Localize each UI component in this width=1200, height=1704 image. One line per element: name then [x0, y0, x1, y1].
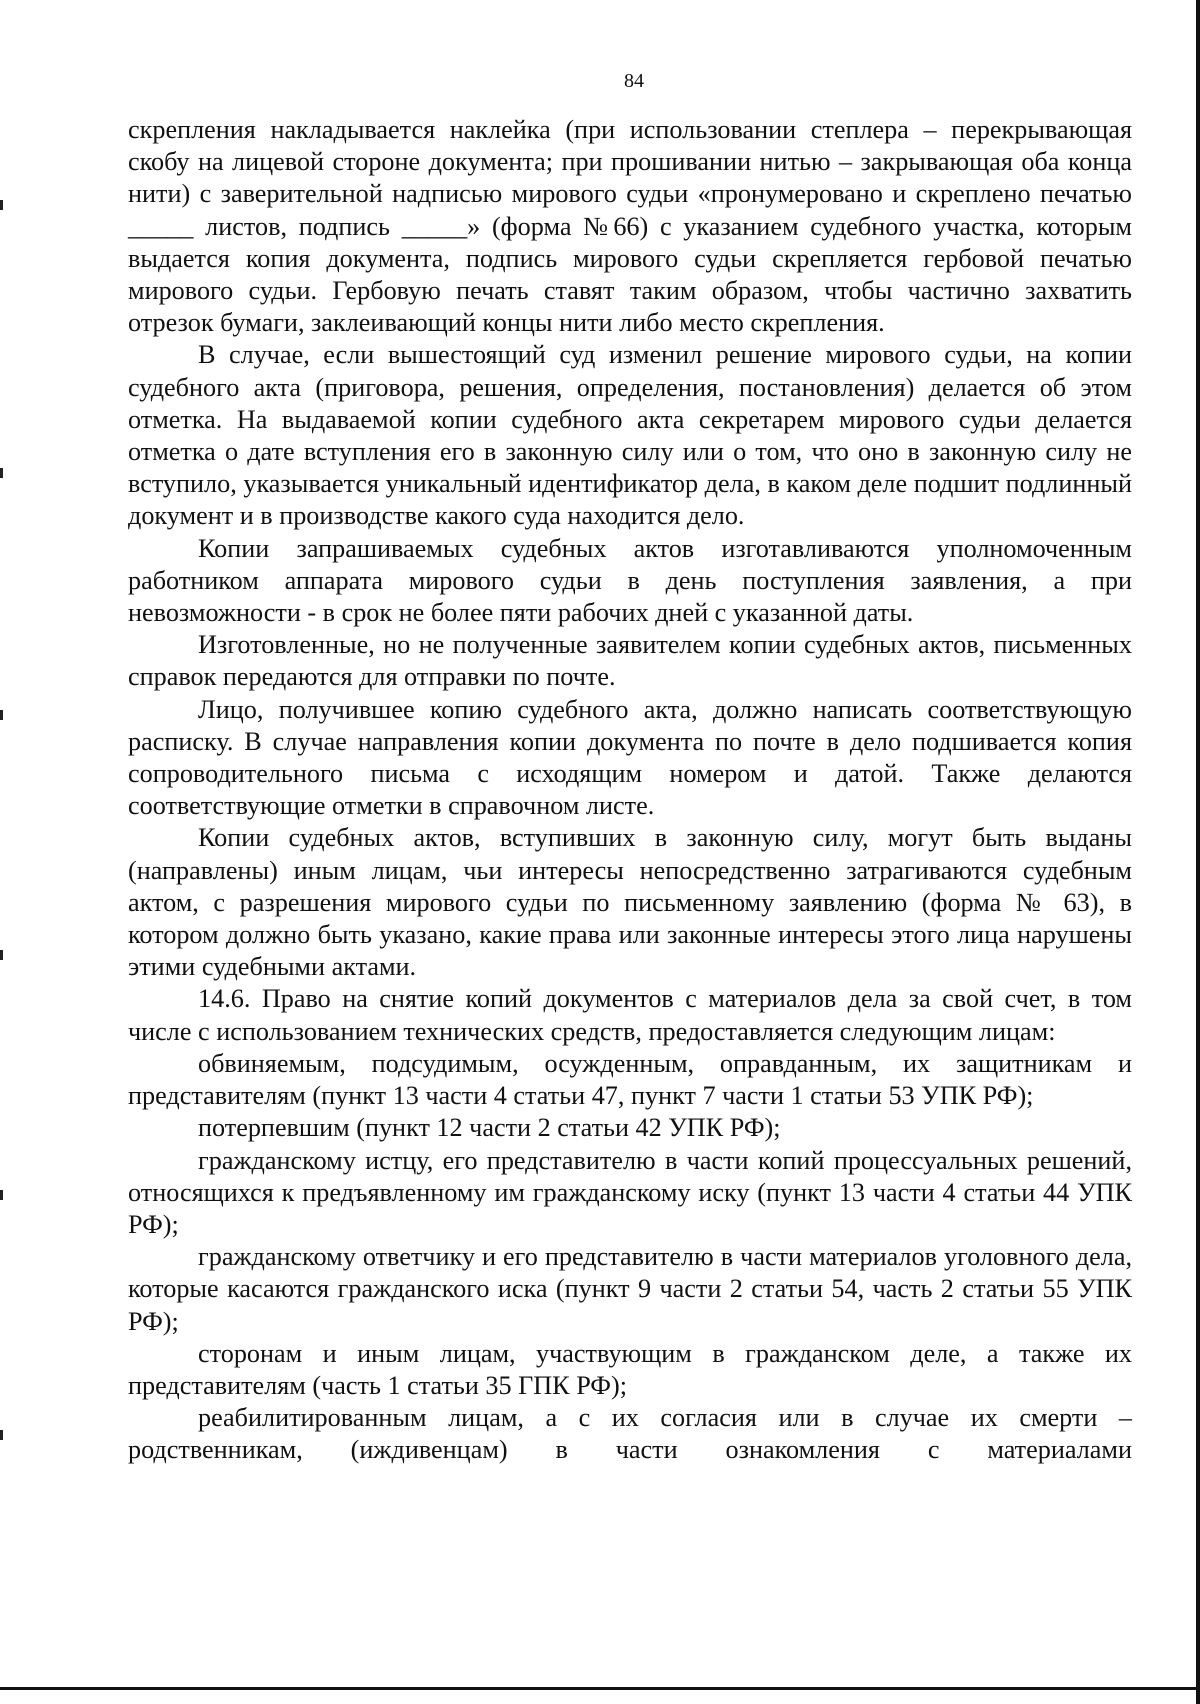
paragraph-2: В случае, если вышестоящий суд изменил решение мирового судьи, на копии судебного акта (приговора, решения, определения, постановления) делается об этом отметка. На выдаваемой копии судебного акта секретарем мирового судьи делается отметка о дате вступления его в законную силу или о том, что оно в законную силу не вступило, указывается уникальный идентификатор дела, в каком деле подшит подлинный документ и в производстве какого суда находится дело. [128, 340, 1132, 531]
page-number: 84 [624, 70, 644, 92]
paragraph-5: Лицо, получившее копию судебного акта, должно написать соответствующую расписку. В случае направления копии документа по почте в дело подшивается копия сопроводительного письма с исходящим номером и датой. Также делаются соответствующие отметки в справочном листе. [128, 694, 1132, 821]
scan-mark [0, 468, 3, 478]
paragraph-7: 14.6. Право на снятие копий документов с материалов дела за свой счет, в том числе с использованием технических средств, предоставляется следующим лицам: [128, 984, 1132, 1046]
paragraph-4: Изготовленные, но не полученные заявителем копии судебных актов, письменных справок передаются для отправки по почте. [128, 630, 1132, 692]
paragraph-12: сторонам и иным лицам, участвующим в гражданском деле, а также их представителям (часть 1 статьи 35 ГПК РФ); [128, 1338, 1132, 1400]
paragraph-10: гражданскому истцу, его представителю в части копий процессуальных решений, относящихся к предъявленному им гражданскому иску (пункт 13 части 4 статьи 44 УПК РФ); [128, 1145, 1132, 1239]
scan-mark [0, 1430, 3, 1440]
scan-edge-right [1196, 0, 1200, 1704]
paragraph-11: гражданскому ответчику и его представителю в части материалов уголовного дела, которые касаются гражданского иска (пункт 9 части 2 статьи 54, часть 2 статьи 55 УПК РФ); [128, 1242, 1132, 1336]
paragraph-3: Копии запрашиваемых судебных актов изготавливаются уполномоченным работником аппарата мирового судьи в день поступления заявления, а при невозможности - в срок не более пяти рабочих дней с указанной даты. [128, 533, 1132, 628]
paragraph-6: Копии судебных актов, вступивших в законную силу, могут быть выданы (направлены) иным лицам, чьи интересы непосредственно затрагиваются судебным актом, с разрешения мирового судьи по письменному заявлению (форма № 63), в котором должно быть указано, какие права или законные интересы этого лица нарушены этими судебными актами. [128, 823, 1132, 982]
paragraph-13: реабилитированным лицам, а с их согласия или в случае их смерти – родственникам, (иждивенцам) в части ознакомления с материалами [128, 1403, 1132, 1465]
paragraph-8: обвиняемым, подсудимым, осужденным, оправданным, их защитникам и представителям (пункт 13 части 4 статьи 47, пункт 7 части 1 статьи 53 УПК РФ); [128, 1048, 1132, 1111]
scan-mark [0, 200, 3, 210]
paragraph-1: скрепления накладывается наклейка (при использовании степлера – перекрывающая скобу на лицевой стороне документа; при прошивании нитью – закрывающая оба конца нити) с заверительной надписью мирового судьи «пронумеровано и скреплено печатью _____ листов, подпись _____» (форма №66) с указанием судебного участка, которым выдается копия документа, подпись мирового судьи скрепляется гербовой печатью мирового судьи. Гербовую печать ставят таким образом, чтобы частично захватить отрезок бумаги, заклеивающий концы нити либо место скрепления. [128, 115, 1132, 338]
scan-mark [0, 950, 3, 960]
paragraph-9: потерпевшим (пункт 12 части 2 статьи 42 УПК РФ); [198, 1113, 781, 1143]
document-body [128, 114, 1132, 1467]
scan-mark [0, 1190, 3, 1200]
scan-mark [0, 710, 3, 720]
scan-edge-bottom [0, 1687, 1200, 1690]
